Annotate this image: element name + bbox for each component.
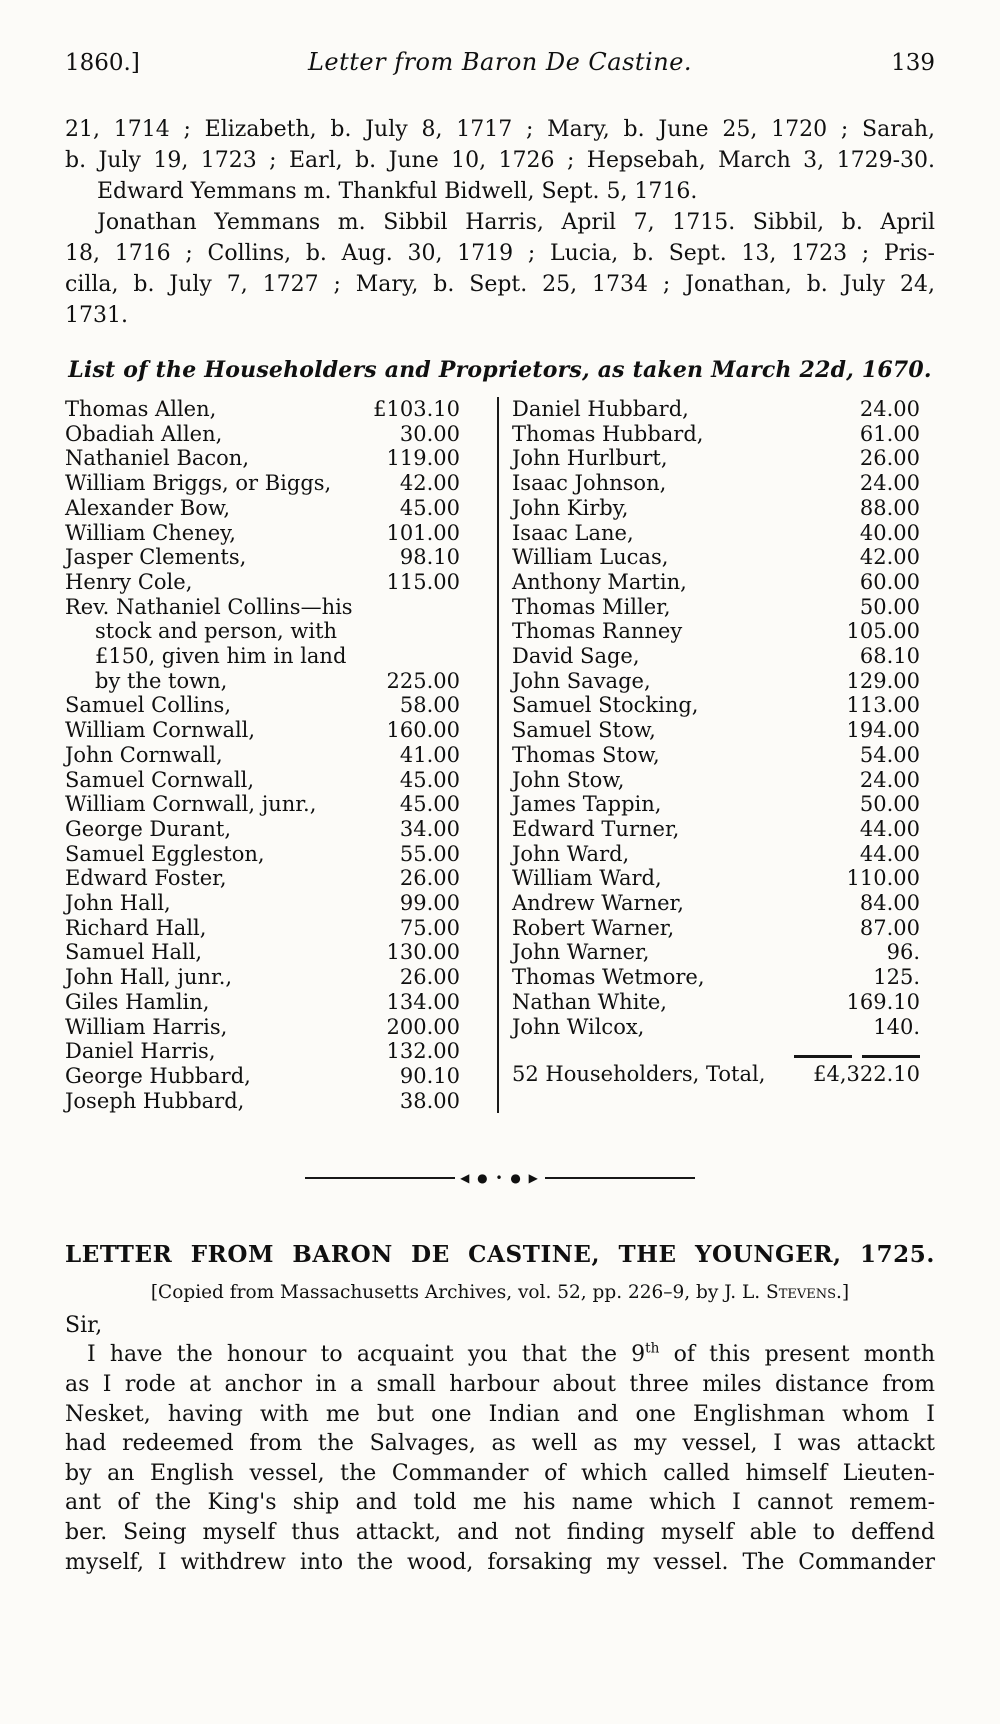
table-row (65, 842, 497, 867)
table-row (512, 446, 935, 471)
table-row (65, 595, 497, 620)
householder-name: Giles Hamlin, (65, 989, 210, 1014)
householder-amount: 169.10 (846, 989, 920, 1014)
householder-amount: 125. (873, 965, 920, 990)
householder-amount (460, 644, 497, 669)
householder-name: Thomas Wetmore, (512, 965, 705, 990)
running-header (65, 48, 935, 76)
letter-text: I have the honour to acquaint you that the 9 (87, 1342, 646, 1368)
householder-name: Robert Warner, (512, 915, 675, 940)
householder-amount: 44.00 (859, 841, 920, 866)
table-row (512, 619, 935, 644)
householder-amount: 129.00 (846, 668, 920, 693)
householder-name: William Cornwall, (65, 718, 256, 743)
table-total (512, 1055, 935, 1087)
householder-amount: 42.00 (859, 545, 920, 570)
householder-amount (460, 595, 497, 620)
householder-name: Thomas Stow, (512, 742, 660, 767)
householder-name: Edward Turner, (512, 816, 680, 841)
table-row (65, 866, 497, 891)
householder-name: George Durant, (65, 816, 231, 841)
table-row (65, 397, 497, 422)
table-row (512, 496, 935, 521)
householder-amount: 160.00 (386, 718, 460, 743)
householder-name: Daniel Hubbard, (512, 397, 689, 421)
divider-line (305, 1177, 455, 1179)
table-row (65, 743, 497, 768)
list-heading: List of the Householders and Proprietors, as taken March 22d, 1670. (68, 357, 932, 383)
table-row (65, 1064, 497, 1089)
householder-amount: 26.00 (859, 446, 920, 471)
text-line: myself, I withdrew into the wood, forsaking my vessel. The Commander (65, 1549, 935, 1575)
householder-amount: 90.10 (399, 1063, 460, 1088)
divider-line (545, 1177, 695, 1179)
householder-name: George Hubbard, (65, 1063, 251, 1088)
householder-amount: 41.00 (399, 742, 460, 767)
table-row (65, 669, 497, 694)
householder-name: Richard Hall, (65, 915, 207, 940)
householder-amount: 98.10 (399, 545, 460, 570)
text-line: 21, 1714 ; Elizabeth, b. July 8, 1717 ; Mary, b. June 25, 1720 ; Sarah, (65, 117, 935, 142)
householder-amount: 101.00 (386, 520, 460, 545)
table-row (512, 595, 935, 620)
table-row (512, 397, 935, 422)
householder-name: Thomas Miller, (512, 594, 671, 619)
householder-name: John Savage, (512, 668, 651, 693)
householder-name: William Briggs, or Biggs, (65, 471, 332, 496)
householder-name: William Ward, (512, 866, 662, 891)
table-right-column (497, 397, 935, 1113)
householder-amount: 24.00 (859, 397, 920, 421)
table-row (512, 866, 935, 891)
table-row (65, 545, 497, 570)
householder-name: John Warner, (512, 940, 650, 965)
attribution-text: [Copied from Massachusetts Archives, vol. 52, pp. 226–9, by J. L. (150, 1282, 767, 1304)
table-row (512, 718, 935, 743)
table-row (65, 521, 497, 546)
householder-name: William Cornwall, junr., (65, 792, 317, 817)
edition-year: 1860.] (65, 50, 140, 76)
table-row (512, 1015, 935, 1040)
householder-amount: 34.00 (399, 816, 460, 841)
householder-amount: 58.00 (399, 693, 460, 718)
householder-amount: 61.00 (859, 421, 920, 446)
householder-name: Samuel Stocking, (512, 693, 699, 718)
table-row (65, 817, 497, 842)
householder-amount: 45.00 (399, 767, 460, 792)
householder-amount (460, 619, 497, 644)
householder-name: John Hall, junr., (65, 965, 233, 990)
householder-amount: 225.00 (386, 668, 460, 693)
householder-name: Andrew Warner, (512, 891, 684, 916)
householder-name: Rev. Nathaniel Collins—his (65, 594, 353, 619)
table-row (65, 916, 497, 941)
householder-amount: 24.00 (859, 471, 920, 496)
table-left-column (65, 397, 497, 1113)
text-line: b. July 19, 1723 ; Earl, b. June 10, 1726 ; Hepsebah, March 3, 1729-30. (65, 148, 935, 173)
table-row (65, 644, 497, 669)
householder-amount: 99.00 (399, 891, 460, 916)
table-row (65, 965, 497, 990)
text-line: 18, 1716 ; Collins, b. Aug. 30, 1719 ; Lucia, b. Sept. 13, 1723 ; Pris- (65, 241, 935, 266)
attribution-author: Stevens (766, 1282, 837, 1304)
householder-name: Joseph Hubbard, (65, 1088, 245, 1113)
table-row (65, 1089, 497, 1114)
householder-amount: 88.00 (859, 495, 920, 520)
householder-amount: £103.10 (373, 397, 460, 421)
householder-name: John Ward, (512, 841, 630, 866)
table-row (512, 891, 935, 916)
householder-name: £150, given him in land (95, 644, 347, 669)
householder-amount: 113.00 (846, 693, 920, 718)
table-row (65, 718, 497, 743)
letter-heading: LETTER FROM BARON DE CASTINE, THE YOUNGER, 1725. (65, 1241, 935, 1269)
householder-amount: 119.00 (386, 446, 460, 471)
table-row (512, 743, 935, 768)
table-row (65, 1039, 497, 1064)
householder-name: Samuel Collins, (65, 693, 232, 718)
householder-name: John Kirby, (512, 495, 629, 520)
letter-attribution (65, 1282, 935, 1303)
text-line (65, 1340, 935, 1370)
householder-name: stock and person, with (95, 619, 338, 644)
householder-name: Samuel Hall, (65, 940, 203, 965)
householder-amount: 55.00 (399, 841, 460, 866)
householder-name: John Hurlburt, (512, 446, 668, 471)
householder-amount: 140. (873, 1014, 920, 1039)
householder-name: Thomas Allen, (65, 397, 217, 421)
householder-name: Obadiah Allen, (65, 421, 223, 446)
table-row (65, 940, 497, 965)
letter-salutation: Sir, (65, 1313, 103, 1339)
householder-name: Jasper Clements, (65, 545, 247, 570)
householder-amount: 134.00 (386, 989, 460, 1014)
table-row (512, 817, 935, 842)
table-row (512, 471, 935, 496)
householder-amount: 75.00 (399, 915, 460, 940)
householder-name: Nathan White, (512, 989, 667, 1014)
text-line: as I rode at anchor in a small harbour about three miles distance from (65, 1371, 935, 1397)
householder-amount: 132.00 (386, 1039, 460, 1064)
householder-name: Isaac Lane, (512, 520, 634, 545)
table-row (512, 916, 935, 941)
table-row (512, 792, 935, 817)
table-row (65, 792, 497, 817)
text-line: Jonathan Yemmans m. Sibbil Harris, April 7, 1715. Sibbil, b. April (97, 210, 935, 235)
table-row (512, 940, 935, 965)
table-row (65, 891, 497, 916)
householder-name: Thomas Hubbard, (512, 421, 704, 446)
householder-amount: 96. (886, 940, 920, 965)
householder-name: William Cheney, (65, 520, 236, 545)
householder-name: David Sage, (512, 644, 640, 669)
table-row (512, 570, 935, 595)
table-row (512, 768, 935, 793)
householder-amount: 24.00 (859, 767, 920, 792)
householder-amount: 68.10 (859, 644, 920, 669)
table-row (65, 446, 497, 471)
table-row (512, 693, 935, 718)
householder-name: Daniel Harris, (65, 1039, 216, 1064)
householder-amount: 26.00 (399, 965, 460, 990)
table-row (65, 990, 497, 1015)
householder-amount: 45.00 (399, 495, 460, 520)
total-rule (512, 1055, 935, 1058)
householder-name: Isaac Johnson, (512, 471, 667, 496)
householder-amount: 130.00 (386, 940, 460, 965)
table-row (65, 422, 497, 447)
householders-table (65, 397, 935, 1113)
householder-name: Samuel Stow, (512, 718, 656, 743)
table-row (512, 422, 935, 447)
householder-amount: 38.00 (399, 1088, 460, 1113)
householder-amount: 105.00 (846, 619, 920, 644)
table-row (65, 570, 497, 595)
householder-name: Anthony Martin, (512, 569, 687, 594)
householder-name: John Hall, (65, 891, 171, 916)
divider-ornament-icon: ◀ ● • ● ▶ (460, 1171, 540, 1186)
table-row (65, 768, 497, 793)
table-row (512, 545, 935, 570)
householder-name: Thomas Ranney (512, 619, 683, 644)
householder-amount: 42.00 (399, 471, 460, 496)
householder-amount: 84.00 (859, 891, 920, 916)
text-line: 1731. (65, 303, 128, 328)
table-row (65, 693, 497, 718)
text-line: by an English vessel, the Commander of which called himself Lieuten- (65, 1460, 935, 1486)
householder-name: Henry Cole, (65, 569, 193, 594)
running-title: Letter from Baron De Castine. (307, 48, 693, 76)
householder-name: Nathaniel Bacon, (65, 446, 249, 471)
section-divider (305, 1171, 695, 1185)
householder-name: Alexander Bow, (65, 495, 231, 520)
text-line: cilla, b. July 7, 1727 ; Mary, b. Sept. 25, 1734 ; Jonathan, b. July 24, (65, 272, 935, 297)
ordinal-superscript: th (645, 1341, 660, 1358)
table-row (512, 669, 935, 694)
householder-amount: 30.00 (399, 421, 460, 446)
householder-amount: 60.00 (859, 569, 920, 594)
total-amount: £4,322.10 (813, 1062, 920, 1087)
table-row (65, 471, 497, 496)
genealogy-paragraph (65, 114, 935, 331)
householder-amount: 45.00 (399, 792, 460, 817)
text-line: ant of the King's ship and told me his name which I cannot remem- (65, 1490, 935, 1516)
total-label: 52 Householders, Total, (512, 1062, 766, 1087)
householder-name: John Cornwall, (65, 742, 223, 767)
householder-amount: 54.00 (859, 742, 920, 767)
table-row (512, 965, 935, 990)
letter-body (65, 1340, 935, 1577)
householder-amount: 40.00 (859, 520, 920, 545)
householder-name: Samuel Cornwall, (65, 767, 255, 792)
table-row (65, 1015, 497, 1040)
householder-amount: 87.00 (859, 915, 920, 940)
householder-name: William Harris, (65, 1014, 228, 1039)
householder-name: Edward Foster, (65, 866, 227, 891)
householder-name: William Lucas, (512, 545, 669, 570)
table-row (65, 619, 497, 644)
book-page (65, 0, 935, 1577)
table-row (512, 990, 935, 1015)
text-line: Edward Yemmans m. Thankful Bidwell, Sept. 5, 1716. (97, 179, 698, 204)
text-line: Nesket, having with me but one Indian and one Englishman whom I (65, 1401, 935, 1427)
householder-amount: 44.00 (859, 816, 920, 841)
householder-name: by the town, (95, 668, 228, 693)
householder-name: John Wilcox, (512, 1014, 645, 1039)
table-row (512, 644, 935, 669)
householder-name: John Stow, (512, 767, 625, 792)
householder-amount: 194.00 (846, 718, 920, 743)
householder-amount: 50.00 (859, 792, 920, 817)
householder-amount: 26.00 (399, 866, 460, 891)
householder-amount: 110.00 (846, 866, 920, 891)
table-row (65, 496, 497, 521)
table-row (512, 842, 935, 867)
householder-amount: 200.00 (386, 1014, 460, 1039)
table-row (512, 521, 935, 546)
page-number: 139 (891, 50, 935, 76)
householder-amount: 115.00 (386, 569, 460, 594)
householder-amount: 50.00 (859, 594, 920, 619)
householder-name: James Tappin, (512, 792, 662, 817)
total-row (512, 1062, 935, 1087)
text-line: ber. Seing myself thus attackt, and not finding myself able to deffend (65, 1519, 935, 1545)
text-line: had redeemed from the Salvages, as well as my vessel, I was attackt (65, 1431, 935, 1457)
letter-text: of this present month (659, 1342, 935, 1368)
attribution-text: .] (836, 1282, 850, 1304)
householder-name: Samuel Eggleston, (65, 841, 265, 866)
